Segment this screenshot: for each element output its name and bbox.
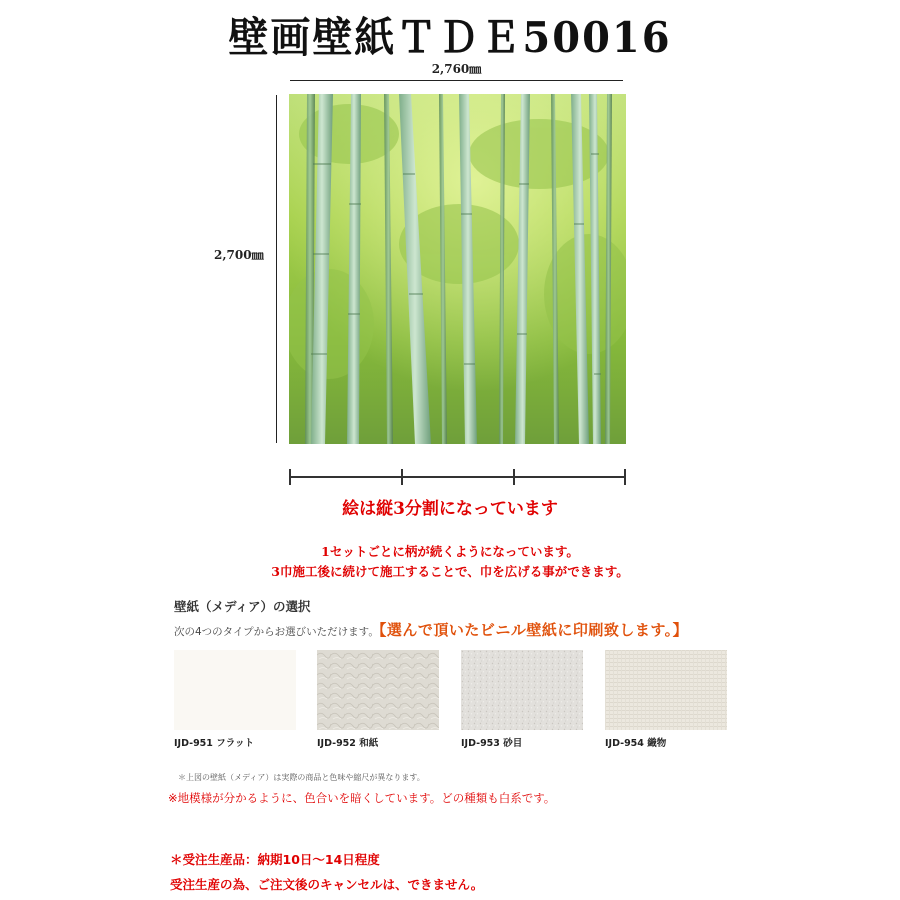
split-tick [513,469,515,485]
swatch-ijd-951[interactable] [174,650,296,730]
no-cancellation-note: 受注生産の為、ご注文後のキャンセルは、できません。 [170,877,484,892]
swatch-ijd-954[interactable] [605,650,727,730]
lead-time-note: ＊受注生産品：納期10日〜14日程度 [170,852,380,867]
continuation-note: 1セットごとに柄が続くようになっています。 [321,544,579,559]
swatch-label-ijd-954: IJD-954 織物 [605,738,667,749]
bamboo-forest-image [289,94,626,444]
swatch-label-ijd-953: IJD-953 砂目 [461,738,523,749]
media-highlight-text: 【選んで頂いたビニル壁紙に印刷致します。】 [378,621,689,639]
swatch-label-ijd-952: IJD-952 和紙 [317,738,379,749]
width-dimension-label: 2,760㎜ [431,62,482,76]
swatch-label-ijd-951: IJD-951 フラット [174,738,255,749]
height-dimension-label: 2,700㎜ [214,248,264,262]
darkened-tone-note: ※地模様が分かるように、色合いを暗くしています。どの種類も白系です。 [168,791,556,805]
width-dimension-line [290,80,623,81]
swatch-ijd-952[interactable] [317,650,439,730]
media-intro-line [174,619,688,640]
width-extension-note: 3巾施工後に続けて施工することで、巾を広げる事ができます。 [271,564,629,579]
split-tick [289,469,291,485]
height-dimension-line [276,95,277,443]
media-intro-text: 次の4つのタイプからお選びいただけます。 [174,626,379,638]
split-guide-line [289,476,626,478]
split-tick [624,469,626,485]
media-heading: 壁紙（メディア）の選択 [174,599,311,614]
split-tick [401,469,403,485]
product-title: 壁画壁紙ＴＤＥ50016 [228,12,672,63]
swatch-ijd-953[interactable] [461,650,583,730]
split-caption: 絵は縦3分割になっています [342,499,558,519]
color-disclaimer: ＊上図の壁紙（メディア）は実際の商品と色味や縮尺が異なります。 [178,773,425,782]
